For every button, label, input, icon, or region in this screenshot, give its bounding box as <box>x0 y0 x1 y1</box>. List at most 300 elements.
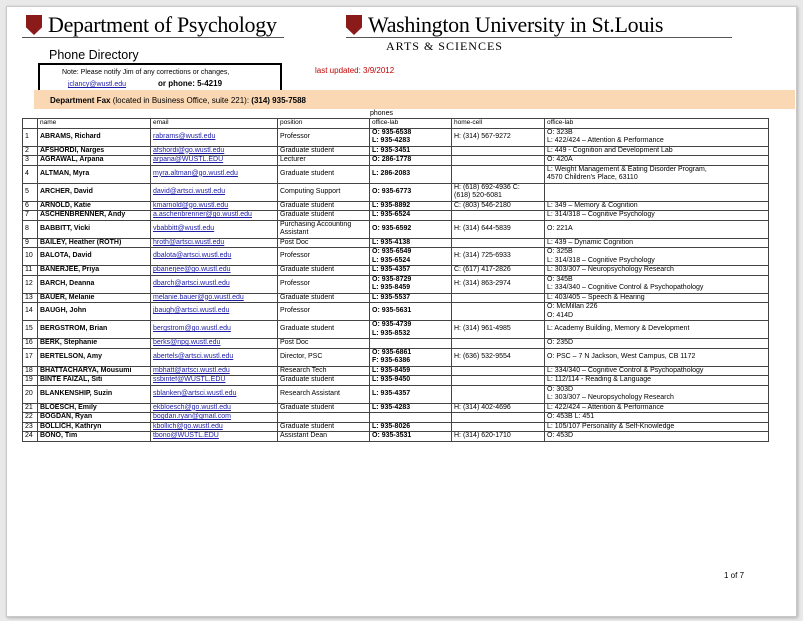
office-lab-phone: L: 286-2083 <box>372 169 411 177</box>
row-number: 20 <box>25 389 33 397</box>
person-name-cell <box>38 220 151 238</box>
email-link[interactable]: bergstrom@go.wustl.edu <box>153 325 231 333</box>
directory-table <box>22 118 769 442</box>
table-row <box>23 422 769 432</box>
office-lab-location: O: 345B L: 334/340 – Cognitive Control & Psychopathology <box>547 275 704 291</box>
email-link-cell <box>151 275 278 293</box>
office-lab-location: O: 420A <box>547 156 573 163</box>
home-cell-phone-cell <box>452 220 545 238</box>
home-cell-phone-cell <box>452 339 545 349</box>
row-number: 18 <box>25 366 33 374</box>
email-link[interactable]: arpana@WUSTL.EDU <box>153 156 224 163</box>
home-cell-phone-cell <box>452 211 545 221</box>
table-row <box>23 238 769 248</box>
office-lab-phone: L: 935-9450 <box>372 376 411 383</box>
office-lab-phone-cell <box>370 413 452 423</box>
position-cell <box>278 248 370 266</box>
person-name: BINTE FAIZAL, Siti <box>40 376 103 383</box>
office-lab-location: O: PSC – 7 N Jackson, West Campus, CB 1172 <box>547 352 696 360</box>
person-name: BABBITT, Vicki <box>40 224 91 232</box>
office-lab-location-cell <box>545 385 769 403</box>
email-link-cell <box>151 303 278 321</box>
office-lab-location: O: 453B L: 451 <box>547 413 595 420</box>
office-lab-phone-cell <box>370 201 452 211</box>
table-row <box>23 303 769 321</box>
email-link[interactable]: dbarch@artsci.wustl.edu <box>153 279 230 287</box>
email-link[interactable]: kbollich@go.wustl.edu <box>153 422 223 430</box>
office-lab-location-cell <box>545 211 769 221</box>
department-title: Department of Psychology <box>26 12 277 38</box>
person-name: BAUGH, John <box>40 307 87 315</box>
email-link-cell <box>151 348 278 366</box>
office-lab-location-cell <box>545 403 769 413</box>
person-name-cell <box>38 201 151 211</box>
home-cell-phone-cell <box>452 422 545 432</box>
office-lab-phone-cell <box>370 183 452 201</box>
person-name-cell <box>38 403 151 413</box>
office-lab-phone: O: 935-6549 L: 935-6524 <box>372 248 412 264</box>
column-header: position <box>278 119 370 129</box>
email-link[interactable]: abertels@artsci.wustl.edu <box>153 352 234 360</box>
email-link-cell <box>151 248 278 266</box>
email-link-cell <box>151 403 278 413</box>
office-lab-phone-cell <box>370 339 452 349</box>
office-lab-location-cell <box>545 156 769 166</box>
home-cell-phone: C: (617) 417-2826 <box>454 266 511 273</box>
office-lab-phone: L: 935-8026 <box>372 422 411 430</box>
row-number-cell <box>23 220 38 238</box>
office-lab-location: O: 221A <box>547 224 573 232</box>
person-name-cell <box>38 413 151 423</box>
row-number-cell <box>23 413 38 423</box>
position-cell <box>278 376 370 386</box>
person-name: AFSHORDI, Narges <box>40 146 105 154</box>
office-lab-phone-cell <box>370 321 452 339</box>
home-cell-phone-cell <box>452 366 545 376</box>
position: Graduate student <box>280 169 335 177</box>
person-name: BOGDAN, Ryan <box>40 413 93 420</box>
office-lab-location-cell <box>545 165 769 183</box>
position-cell <box>278 275 370 293</box>
email-link[interactable]: david@artsci.wustl.edu <box>153 187 226 195</box>
table-row <box>23 385 769 403</box>
email-link[interactable]: dbalota@artsci.wustl.edu <box>153 252 232 260</box>
office-lab-phone-cell <box>370 211 452 221</box>
person-name-cell <box>38 238 151 248</box>
person-name: BHATTACHARYA, Mousumi <box>40 366 132 374</box>
row-number-cell <box>23 275 38 293</box>
person-name: ARNOLD, Katie <box>40 201 91 209</box>
position: Professor <box>280 252 310 260</box>
email-link-cell <box>151 376 278 386</box>
row-number: 13 <box>25 293 33 301</box>
position: Graduate student <box>280 146 335 154</box>
row-number-cell <box>23 156 38 166</box>
table-row <box>23 211 769 221</box>
email-link[interactable]: jbaugh@artsci.wustl.edu <box>153 307 230 315</box>
column-header <box>23 119 38 129</box>
email-link[interactable]: afshordi@go.wustl.edu <box>153 146 225 154</box>
position-cell <box>278 422 370 432</box>
row-number-cell <box>23 321 38 339</box>
office-lab-phone: O: 935-3531 <box>372 432 412 439</box>
home-cell-phone-cell <box>452 156 545 166</box>
position-cell <box>278 220 370 238</box>
office-lab-location-cell <box>545 376 769 386</box>
position-cell <box>278 146 370 156</box>
person-name: ABRAMS, Richard <box>40 132 101 140</box>
position: Post Doc <box>280 339 309 346</box>
position-cell <box>278 366 370 376</box>
email-link[interactable]: melanie.bauer@go.wustl.edu <box>153 293 244 301</box>
person-name: BAUER, Melanie <box>40 293 95 301</box>
email-link[interactable]: mbhatt@artsci.wustl.edu <box>153 366 230 374</box>
position-cell <box>278 238 370 248</box>
row-number-cell <box>23 165 38 183</box>
email-link-cell <box>151 220 278 238</box>
position-cell <box>278 303 370 321</box>
row-number: 12 <box>25 279 33 287</box>
email-link[interactable]: a.aschenbrenner@go.wustl.edu <box>153 211 252 218</box>
person-name-cell <box>38 211 151 221</box>
table-row <box>23 376 769 386</box>
position-cell <box>278 403 370 413</box>
table-row <box>23 146 769 156</box>
office-lab-location: L: 314/318 – Cognitive Psychology <box>547 211 655 218</box>
row-number: 4 <box>25 169 29 177</box>
position-cell <box>278 128 370 146</box>
table-row <box>23 432 769 442</box>
office-lab-phone-cell <box>370 432 452 442</box>
position: Professor <box>280 279 310 287</box>
row-number-cell <box>23 385 38 403</box>
office-lab-phone-cell <box>370 303 452 321</box>
office-lab-location-cell <box>545 248 769 266</box>
position: Lecturer <box>280 156 306 163</box>
email-link[interactable]: pbanerjee@go.wustl.edu <box>153 266 231 273</box>
office-lab-location-cell <box>545 275 769 293</box>
row-number-cell <box>23 348 38 366</box>
last-updated: last updated: 3/9/2012 <box>315 66 395 75</box>
office-lab-phone-cell <box>370 128 452 146</box>
office-lab-phone-cell <box>370 422 452 432</box>
person-name: BONO, Tim <box>40 432 78 439</box>
email-link[interactable]: vbabbitt@wustl.edu <box>153 224 215 232</box>
person-name-cell <box>38 348 151 366</box>
position-cell <box>278 201 370 211</box>
office-lab-location-cell <box>545 348 769 366</box>
person-name-cell <box>38 248 151 266</box>
table-row <box>23 165 769 183</box>
home-cell-phone: C: (803) 546-2180 <box>454 201 511 209</box>
email-link[interactable]: berks@npg.wustl.edu <box>153 339 221 346</box>
office-lab-phone-cell <box>370 348 452 366</box>
table-row <box>23 248 769 266</box>
position-cell <box>278 211 370 221</box>
shield-icon <box>26 15 42 35</box>
row-number: 22 <box>25 413 33 420</box>
person-name: BERTELSON, Amy <box>40 352 102 360</box>
email-link[interactable]: rabrams@wustl.edu <box>153 132 216 140</box>
position: Graduate student <box>280 403 335 411</box>
office-lab-location-cell <box>545 238 769 248</box>
office-lab-phone: O: 935-6773 <box>372 187 412 195</box>
office-lab-phone-cell <box>370 165 452 183</box>
position: Computing Support <box>280 187 341 195</box>
row-number-cell <box>23 146 38 156</box>
row-number: 17 <box>25 352 33 360</box>
email-link[interactable]: ssbintef@WUSTL.EDU <box>153 376 226 383</box>
position-cell <box>278 339 370 349</box>
table-row <box>23 266 769 276</box>
row-number-cell <box>23 211 38 221</box>
person-name-cell <box>38 339 151 349</box>
office-lab-phone: L: 935-4283 <box>372 403 411 411</box>
email-link-cell <box>151 339 278 349</box>
home-cell-phone: H: (314) 863-2974 <box>454 279 511 287</box>
office-lab-location: O: 235D <box>547 339 574 346</box>
office-lab-phone-cell <box>370 376 452 386</box>
office-lab-location: L: 422/424 – Attention & Performance <box>547 403 664 411</box>
email-link[interactable]: tbono@WUSTL.EDU <box>153 432 219 439</box>
row-number-cell <box>23 366 38 376</box>
office-lab-phone-cell <box>370 403 452 413</box>
email-link[interactable]: bogdan.ryan@gmail.com <box>153 413 231 420</box>
row-number: 21 <box>25 403 33 411</box>
office-lab-phone-cell <box>370 366 452 376</box>
position-cell <box>278 165 370 183</box>
home-cell-phone-cell <box>452 413 545 423</box>
email-link-cell <box>151 266 278 276</box>
office-lab-phone: O: 935-8729 L: 935-8459 <box>372 275 412 291</box>
person-name: BERGSTROM, Brian <box>40 325 108 333</box>
table-header-row <box>23 119 769 129</box>
office-lab-phone: L: 935-8459 <box>372 366 411 374</box>
row-number: 14 <box>25 307 33 315</box>
row-number-cell <box>23 339 38 349</box>
home-cell-phone: H: (314) 961-4985 <box>454 325 511 333</box>
person-name: ALTMAN, Myra <box>40 169 90 177</box>
table-row <box>23 201 769 211</box>
person-name-cell <box>38 385 151 403</box>
row-number-cell <box>23 248 38 266</box>
person-name: BERK, Stephanie <box>40 339 98 346</box>
office-lab-location-cell <box>545 146 769 156</box>
email-link[interactable]: kmarnold@go.wustl.edu <box>153 201 229 209</box>
email-link[interactable]: hroth@artsci.wustl.edu <box>153 238 225 246</box>
row-number: 24 <box>25 432 33 439</box>
person-name: BOLLICH, Kathryn <box>40 422 102 430</box>
home-cell-phone-cell <box>452 165 545 183</box>
office-lab-location-cell <box>545 183 769 201</box>
position: Graduate student <box>280 201 335 209</box>
home-cell-phone: H: (618) 692-4936 C: (618) 520-6081 <box>454 183 520 199</box>
school-name: ARTS & SCIENCES <box>386 39 503 53</box>
person-name-cell <box>38 422 151 432</box>
shield-icon <box>346 15 362 35</box>
home-cell-phone: H: (314) 644-5839 <box>454 224 511 232</box>
office-lab-location-cell <box>545 303 769 321</box>
table-row <box>23 366 769 376</box>
office-lab-location: L: 105/107 Personality & Self-Knowledge <box>547 422 675 430</box>
email-link-cell <box>151 146 278 156</box>
position: Research Assistant <box>280 389 340 397</box>
office-lab-location-cell <box>545 266 769 276</box>
position-cell <box>278 321 370 339</box>
position: Graduate student <box>280 211 335 218</box>
email-link-cell <box>151 201 278 211</box>
person-name-cell <box>38 156 151 166</box>
office-lab-phone: O: 935-6592 <box>372 224 412 232</box>
home-cell-phone: H: (314) 725-6933 <box>454 252 511 260</box>
home-cell-phone: H: (314) 402-4696 <box>454 403 511 411</box>
office-lab-phone: O: 935-4739 L: 935-8532 <box>372 321 412 337</box>
phones-group-label: phones <box>370 110 393 117</box>
column-header: name <box>38 119 151 129</box>
home-cell-phone-cell <box>452 201 545 211</box>
position: Post Doc <box>280 238 309 246</box>
home-cell-phone-cell <box>452 403 545 413</box>
email-link-cell <box>151 432 278 442</box>
row-number: 19 <box>25 376 33 383</box>
position: Graduate student <box>280 422 335 430</box>
person-name-cell <box>38 183 151 201</box>
position-cell <box>278 156 370 166</box>
position: Assistant Dean <box>280 432 328 439</box>
row-number-cell <box>23 183 38 201</box>
office-lab-location-cell <box>545 201 769 211</box>
email-link[interactable]: myra.altman@go.wustl.edu <box>153 169 238 177</box>
person-name-cell <box>38 146 151 156</box>
home-cell-phone-cell <box>452 348 545 366</box>
person-name: BALOTA, David <box>40 252 92 260</box>
person-name: ARCHER, David <box>40 187 93 195</box>
email-link-cell <box>151 385 278 403</box>
table-row <box>23 183 769 201</box>
row-number: 8 <box>25 224 29 232</box>
email-link-cell <box>151 366 278 376</box>
position-cell <box>278 413 370 423</box>
office-lab-phone: O: 935-6538 L: 935-4283 <box>372 128 412 144</box>
office-lab-phone: L: 935-5537 <box>372 293 411 301</box>
table-row <box>23 413 769 423</box>
column-header: office-lab <box>370 119 452 129</box>
row-number: 15 <box>25 325 33 333</box>
row-number-cell <box>23 376 38 386</box>
home-cell-phone: H: (314) 567-9272 <box>454 132 511 140</box>
office-lab-phone-cell <box>370 385 452 403</box>
university-title: Washington University in St.Louis <box>346 12 663 38</box>
position: Director, PSC <box>280 352 323 360</box>
home-cell-phone-cell <box>452 238 545 248</box>
office-lab-phone: L: 935-8892 <box>372 201 411 209</box>
office-lab-location-cell <box>545 413 769 423</box>
home-cell-phone-cell <box>452 183 545 201</box>
office-lab-phone-cell <box>370 146 452 156</box>
office-lab-location-cell <box>545 432 769 442</box>
person-name: ASCHENBRENNER, Andy <box>40 211 126 218</box>
office-lab-phone-cell <box>370 238 452 248</box>
row-number: 11 <box>25 266 33 273</box>
home-cell-phone-cell <box>452 293 545 303</box>
table-row <box>23 275 769 293</box>
email-link[interactable]: ekbloesch@go.wustl.edu <box>153 403 231 411</box>
home-cell-phone-cell <box>452 266 545 276</box>
home-cell-phone: H: (636) 532-9554 <box>454 352 511 360</box>
note-email-link[interactable]: jclancy@wustl.edu <box>68 81 127 88</box>
page-number: 1 of 7 <box>724 571 745 580</box>
office-lab-phone: O: 286-1778 <box>372 156 412 163</box>
home-cell-phone-cell <box>452 303 545 321</box>
column-header: email <box>151 119 278 129</box>
office-lab-location: L: 449 - Cognition and Development Lab <box>547 146 673 154</box>
office-lab-location: L: 334/340 – Cognitive Control & Psychopathology <box>547 366 704 374</box>
office-lab-phone: O: 935-6861 F: 935-6386 <box>372 348 412 364</box>
person-name-cell <box>38 293 151 303</box>
office-lab-location-cell <box>545 220 769 238</box>
person-name-cell <box>38 275 151 293</box>
row-number-cell <box>23 303 38 321</box>
office-lab-location-cell <box>545 293 769 303</box>
table-row <box>23 220 769 238</box>
office-lab-location: O: 325B L: 314/318 – Cognitive Psychology <box>547 248 655 264</box>
office-lab-location: O: McMillan 226 O: 414D <box>547 303 598 319</box>
title-rule <box>22 37 284 38</box>
row-number: 2 <box>25 146 29 154</box>
email-link-cell <box>151 321 278 339</box>
row-number: 9 <box>25 238 29 246</box>
table-row <box>23 348 769 366</box>
person-name-cell <box>38 432 151 442</box>
position-cell <box>278 266 370 276</box>
row-number: 1 <box>25 132 29 140</box>
row-number-cell <box>23 128 38 146</box>
office-lab-phone: L: 935-4138 <box>372 238 411 246</box>
position: Graduate student <box>280 266 335 273</box>
home-cell-phone-cell <box>452 248 545 266</box>
office-lab-location: L: 303/307 – Neuropsychology Research <box>547 266 674 273</box>
office-lab-location: O: 323B L: 422/424 – Attention & Performance <box>547 128 664 144</box>
person-name: BAILEY, Heather (ROTH) <box>40 238 122 246</box>
home-cell-phone-cell <box>452 146 545 156</box>
person-name-cell <box>38 128 151 146</box>
office-lab-phone-cell <box>370 266 452 276</box>
email-link-cell <box>151 183 278 201</box>
person-name-cell <box>38 303 151 321</box>
row-number: 23 <box>25 422 33 430</box>
office-lab-location: L: 403/405 – Speech & Hearing <box>547 293 645 301</box>
office-lab-phone: L: 935-6524 <box>372 211 411 218</box>
person-name: AGRAWAL, Arpana <box>40 156 104 163</box>
email-link[interactable]: sblanken@artsci.wustl.edu <box>153 389 237 397</box>
note-phone: or phone: 5-4219 <box>158 79 223 88</box>
office-lab-phone: L: 935-3451 <box>372 146 411 154</box>
office-lab-phone-cell <box>370 220 452 238</box>
person-name-cell <box>38 266 151 276</box>
row-number: 6 <box>25 201 29 209</box>
position: Research Tech <box>280 366 327 374</box>
row-number: 10 <box>25 252 33 260</box>
position: Professor <box>280 307 310 315</box>
position: Purchasing Accounting Assistant <box>280 220 352 236</box>
email-link-cell <box>151 238 278 248</box>
table-row <box>23 339 769 349</box>
office-lab-location: O: 453D <box>547 432 574 439</box>
table-row <box>23 321 769 339</box>
person-name: BLANKENSHIP, Suzin <box>40 389 113 397</box>
office-lab-phone-cell <box>370 275 452 293</box>
position-cell <box>278 183 370 201</box>
